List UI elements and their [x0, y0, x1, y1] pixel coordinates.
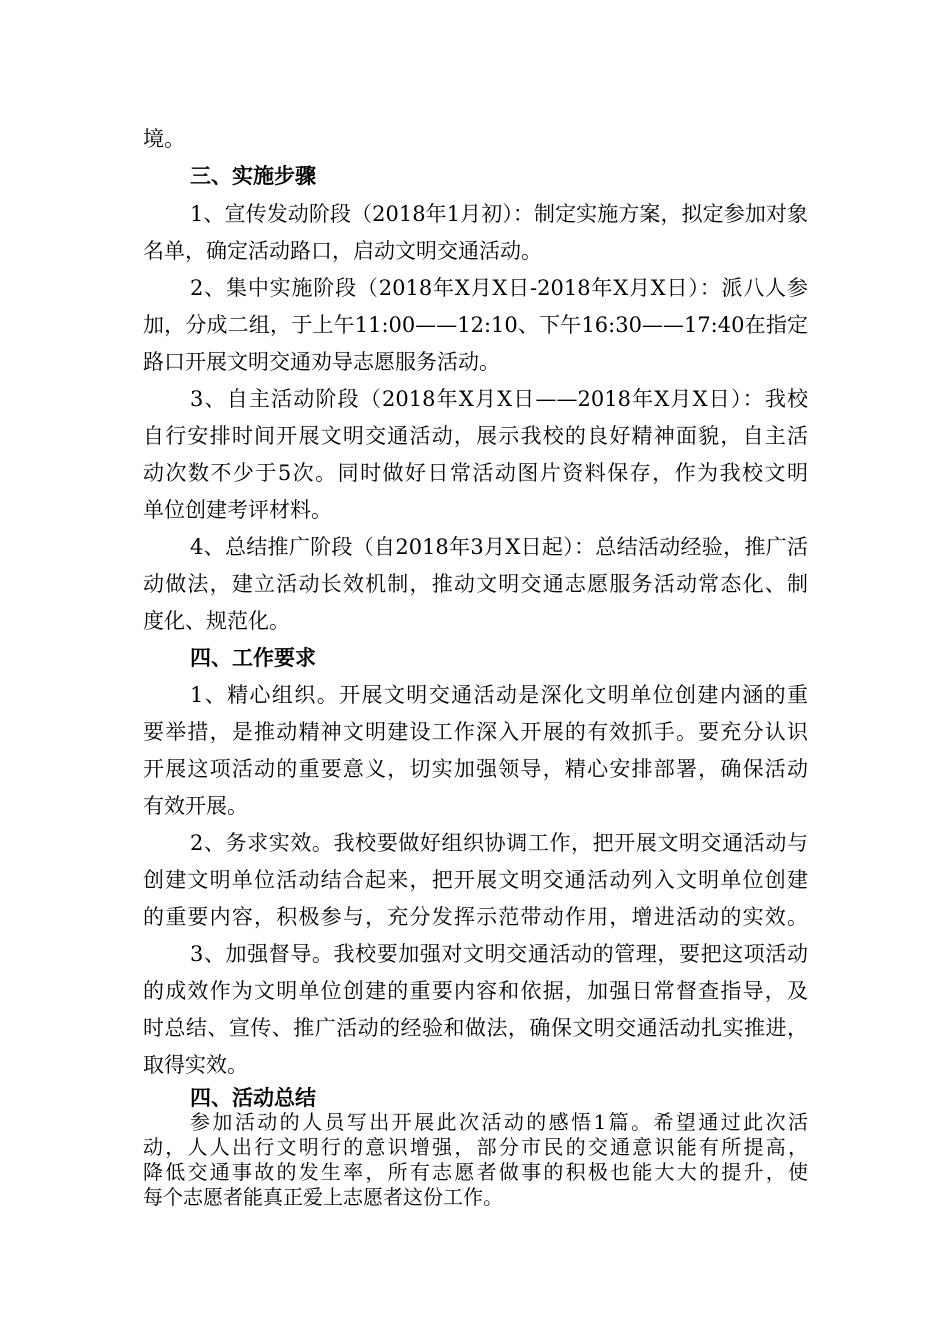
text-line: 要举措，是推动精神文明建设工作深入开展的有效抓手。要充分认识	[143, 720, 808, 744]
text-line: 加，分成二组，于上午11:00——12:10、下午16:30——17:40在指定	[143, 313, 808, 337]
text-line: 2、务求实效。我校要做好组织协调工作，把开展文明交通活动与	[190, 831, 808, 855]
section-heading-steps: 三、实施步骤	[190, 163, 316, 188]
text-line: 动次数不少于5次。同时做好日常活动图片资料保存，作为我校文明	[143, 461, 808, 485]
text-line: 3、加强督导。我校要加强对文明交通活动的管理，要把这项活动	[190, 942, 808, 966]
text-line: 自行安排时间开展文明交通活动，展示我校的良好精神面貌，自主活	[143, 424, 808, 448]
text-line: 3、自主活动阶段（2018年X月X日——2018年X月X日）：我校	[190, 387, 808, 411]
section-heading-requirements: 四、工作要求	[190, 645, 316, 670]
text-line: 2、集中实施阶段（2018年X月X日-2018年X月X日）：派八人参	[190, 276, 808, 300]
text-line: 境。	[143, 127, 185, 151]
text-line: 时总结、宣传、推广活动的经验和做法，确保文明交通活动扎实推进，	[143, 1016, 808, 1040]
text-line: 开展这项活动的重要意义，切实加强领导，精心安排部署，确保活动	[143, 757, 808, 781]
text-line: 名单，确定活动路口，启动文明交通活动。	[143, 239, 542, 263]
text-line: 度化、规范化。	[143, 609, 290, 633]
text-line: 4、总结推广阶段（自2018年3月X日起）：总结活动经验，推广活	[190, 535, 808, 559]
section-heading-summary: 四、活动总结	[190, 1085, 316, 1110]
text-line: 每个志愿者能真正爱上志愿者这份工作。	[143, 1185, 503, 1209]
text-line: 动做法，建立活动长效机制，推动文明交通志愿服务活动常态化、制	[143, 572, 808, 596]
text-line: 的重要内容，积极参与，充分发挥示范带动作用，增进活动的实效。	[143, 905, 808, 929]
text-line: 参加活动的人员写出开展此次活动的感悟1篇。希望通过此次活	[190, 1110, 808, 1134]
text-line: 路口开展文明交通劝导志愿服务活动。	[143, 350, 500, 374]
text-line: 1、宣传发动阶段（2018年1月初）：制定实施方案，拟定参加对象	[190, 202, 808, 226]
text-line: 单位创建考评材料。	[143, 498, 332, 522]
text-line: 取得实效。	[143, 1053, 248, 1077]
text-line: 动，人人出行文明行的意识增强，部分市民的交通意识能有所提高，	[143, 1135, 808, 1159]
text-line: 降低交通事故的发生率，所有志愿者做事的积极也能大大的提升，使	[143, 1160, 808, 1184]
text-line: 有效开展。	[143, 794, 248, 818]
text-line: 的成效作为文明单位创建的重要内容和依据，加强日常督查指导，及	[143, 979, 808, 1003]
text-line: 创建文明单位活动结合起来，把开展文明交通活动列入文明单位创建	[143, 868, 808, 892]
text-line: 1、精心组织。开展文明交通活动是深化文明单位创建内涵的重	[190, 683, 808, 707]
